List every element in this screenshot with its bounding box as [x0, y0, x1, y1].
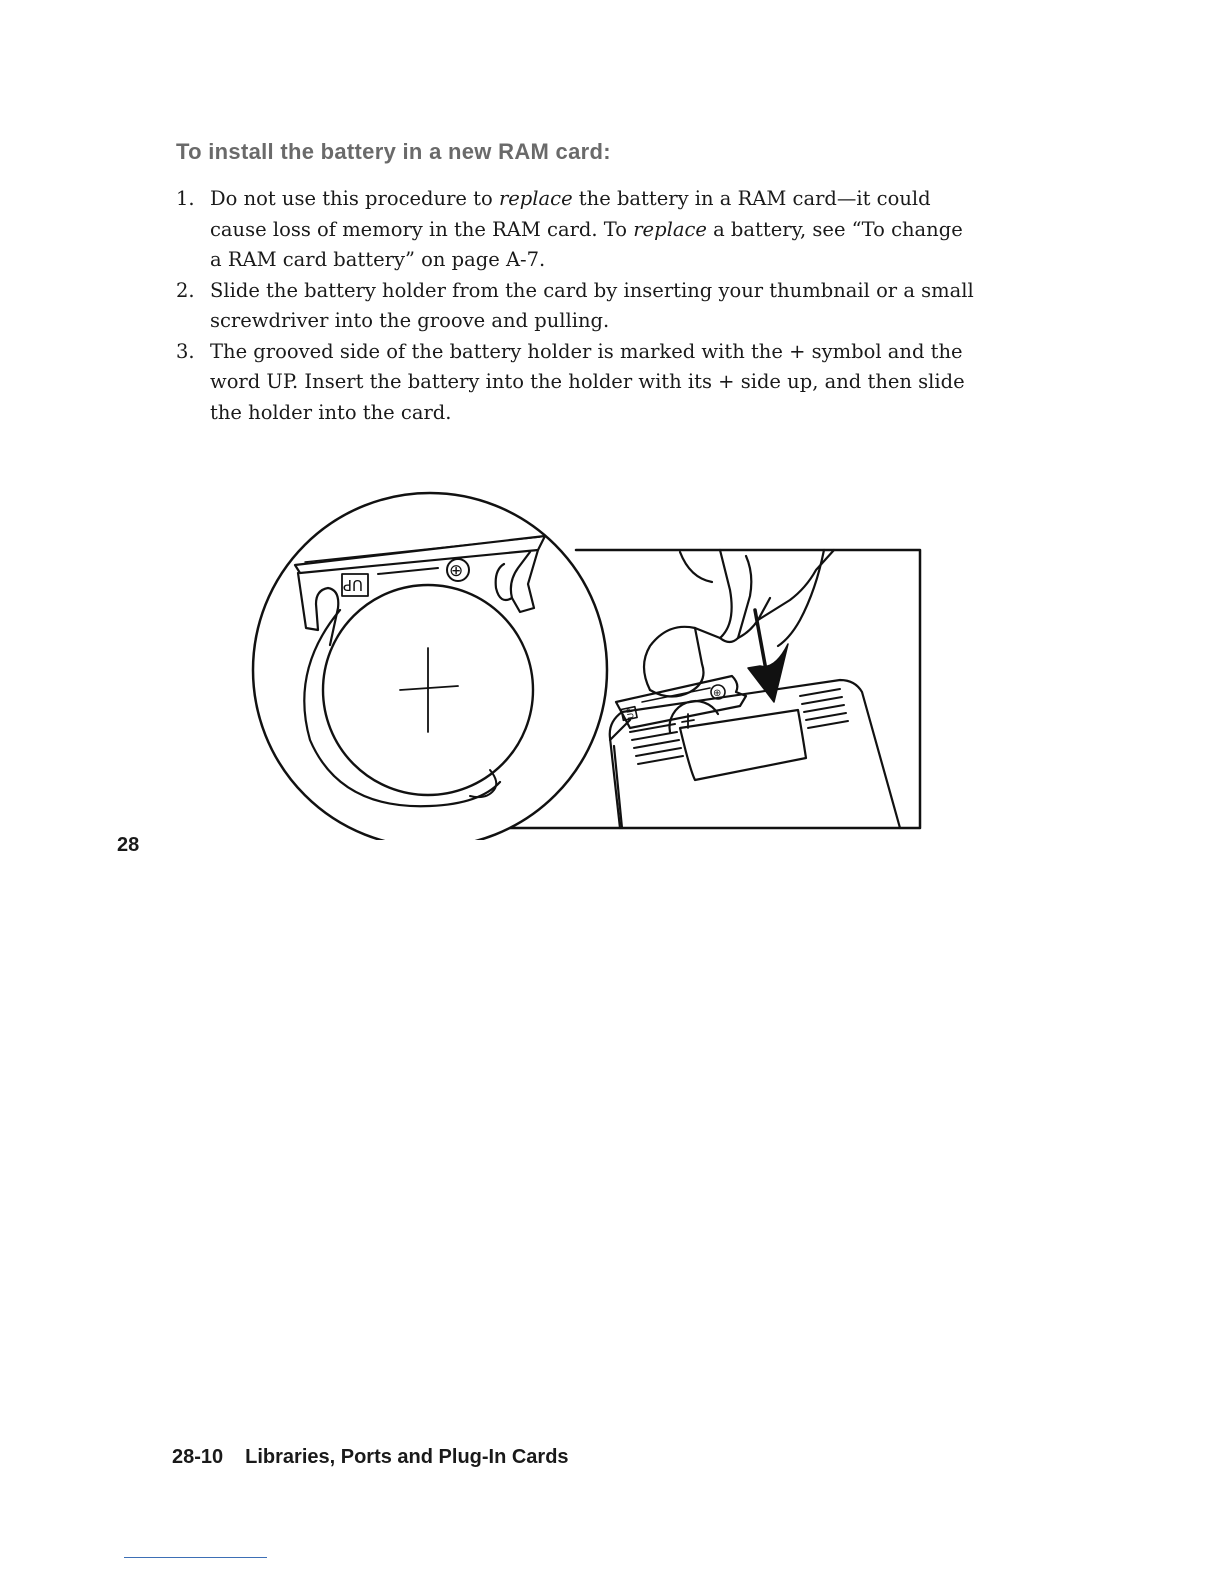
- magnified-view-circle: [253, 493, 607, 840]
- section-heading: To install the battery in a new RAM card:: [176, 139, 611, 164]
- list-item: 1. Do not use this procedure to replace the battery in a RAM card—it could cause loss of memory in the RAM card. To replace a battery, see “To change a RAM card battery” on page A-7.: [176, 184, 976, 276]
- step-number: 2.: [176, 278, 195, 302]
- chapter-tab: 28: [117, 834, 140, 856]
- step-number: 1.: [176, 187, 195, 210]
- step-number: 3.: [176, 339, 195, 363]
- ram-card-icon: [610, 680, 900, 828]
- card-plus-symbol: ⊕: [713, 688, 722, 699]
- emphasis-replace: replace: [498, 187, 573, 210]
- page-number: 28-10: [172, 1446, 224, 1468]
- list-item: [176, 276, 976, 337]
- chapter-title: Libraries, Ports and Plug-In Cards: [245, 1446, 569, 1468]
- card-grip-icon: [630, 689, 848, 764]
- page-footer: [172, 1446, 569, 1469]
- card-up-label: UP: [625, 707, 636, 720]
- list-item: [176, 337, 976, 429]
- step-text: The grooved side of the battery holder is marked with the + symbol and the word UP. Insert the battery into the holder with its + side up, and then slide the holder into the card.: [210, 339, 965, 424]
- svg-text:+: +: [250, 470, 251, 471]
- battery-install-illustration: [250, 470, 930, 840]
- holder-up-label: UP: [342, 576, 363, 594]
- thumb-icon: [644, 550, 732, 690]
- scan-edge-line: [124, 1557, 267, 1558]
- step-text: Slide the battery holder from the card by inserting your thumbnail or a small screwdriver into the groove and pulling.: [210, 278, 974, 332]
- instruction-list: [176, 184, 976, 428]
- svg-text:⊕: ⊕: [449, 561, 464, 581]
- emphasis-replace: replace: [633, 217, 707, 241]
